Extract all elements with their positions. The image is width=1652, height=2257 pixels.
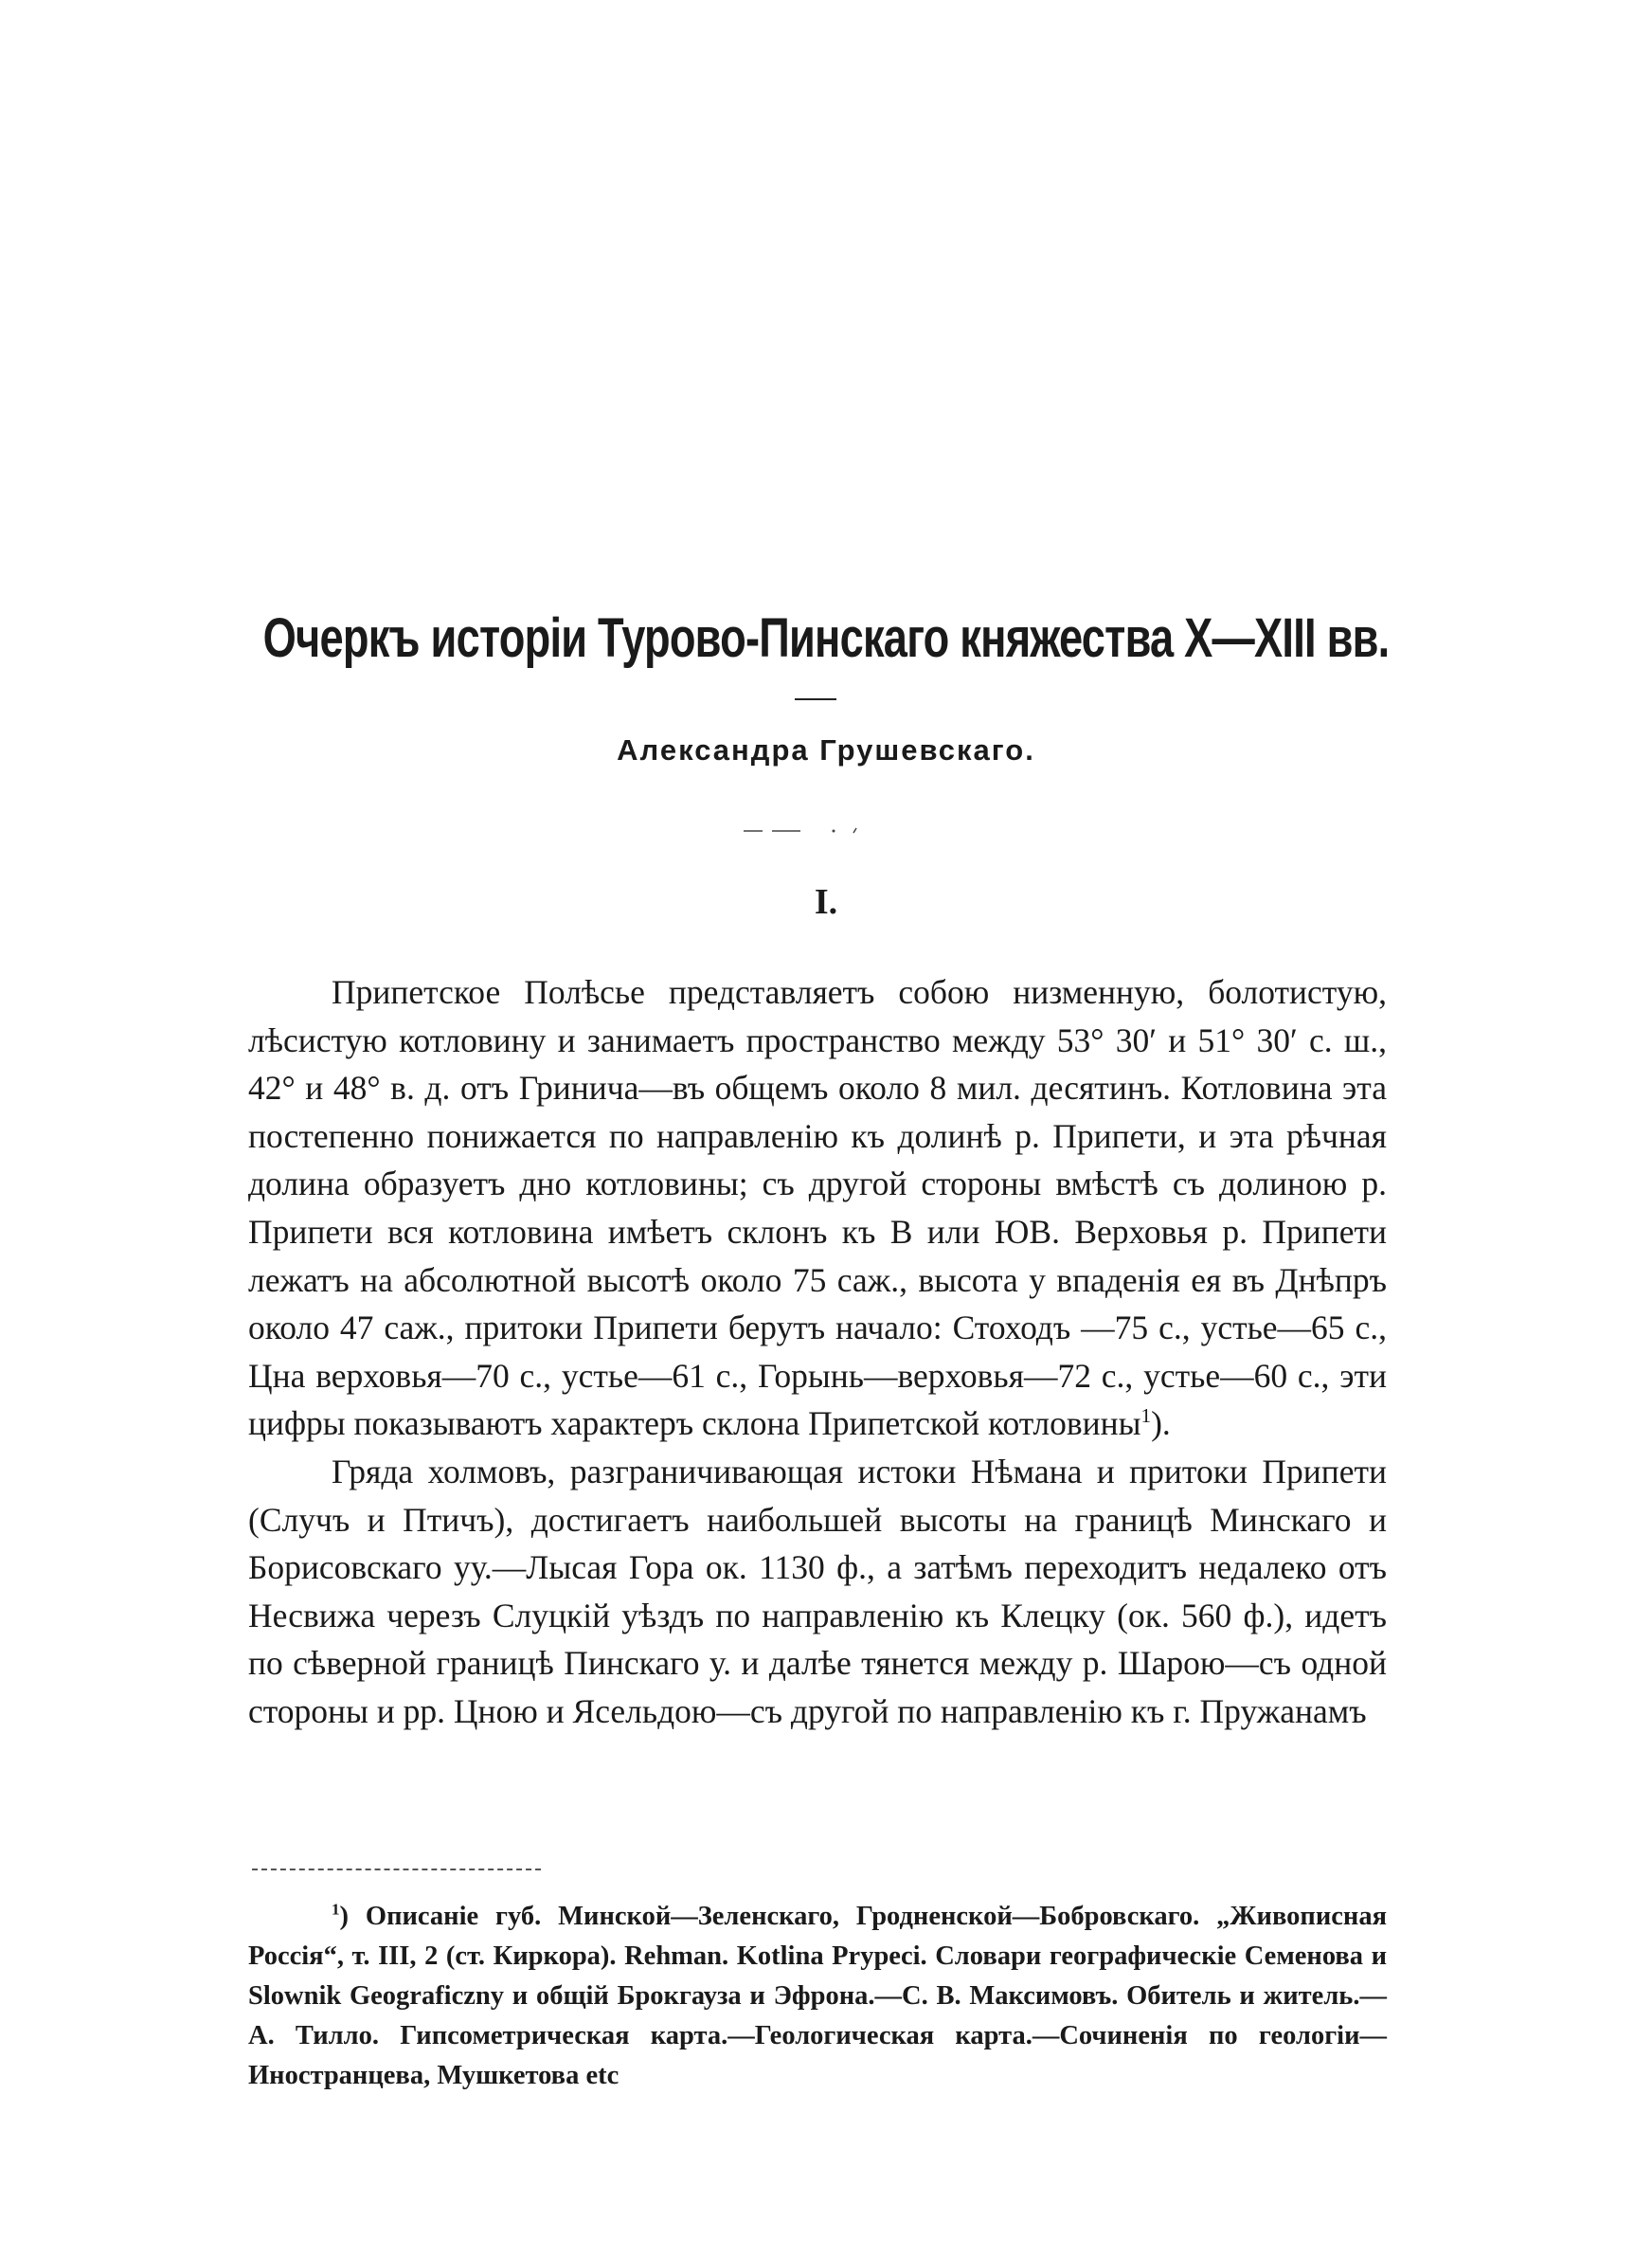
- paragraph: [248, 968, 1387, 1448]
- footnote: [248, 1897, 1387, 2096]
- footnote-ref-close: ): [1151, 1404, 1162, 1443]
- paragraph: [248, 1448, 1387, 1736]
- title-divider: [795, 698, 836, 700]
- ornament-divider: [744, 826, 905, 836]
- footnote-text: ) Описаніе губ. Минской—Зеленскаго, Гродненской—Бобровскаго. „Живописная Россія“, т. III, 2 (ст. Киркора). Rehman. Kotlina Prypeci. Словари географическіе Семенова и Slownik Geograficzny и общій Брокгауза и Эфрона.—С. В. Максимовъ. Обитель и житель.—А. Тилло. Гипсометрическая карта.—Геологическая карта.—Сочиненія по геологіи—Иностранцева, Мушкетова etc: [248, 1902, 1387, 2090]
- footnote-ref: 1: [1140, 1404, 1152, 1428]
- footnote-separator: [252, 1869, 541, 1870]
- paragraph-text: Гряда холмовъ, разграничивающая истоки Нѣмана и притоки Припети (Случъ и Птичъ), достигаетъ наибольшей высоты на границѣ Минскаго и Борисовскаго уу.—Лысая Гора ок. 1130 ф., а затѣмъ переходитъ недалеко отъ Несвижа черезъ Слуцкій уѣздъ по направленію къ Клецку (ок. 560 ф.), идетъ по сѣверной границѣ Пинскаго у. и далѣе тянется между р. Шарою—съ одной стороны и рр. Цною и Ясельдою—съ другой по направленію къ г. Пружанамъ: [248, 1452, 1387, 1730]
- article-title: Очеркъ исторіи Турово-Пинскаго княжества X—XIII вв.: [262, 607, 1390, 669]
- section-number: I.: [814, 882, 838, 922]
- article-body: [248, 968, 1387, 1736]
- paragraph-tail: .: [1161, 1404, 1171, 1443]
- footnote-marker: 1: [332, 1900, 340, 1919]
- author-line: Александра Грушевскаго.: [617, 733, 1035, 767]
- paragraph-text: Припетское Полѣсье представляетъ собою низменную, болотистую, лѣсистую котловину и занимаетъ пространство между 53° 30′ и 51° 30′ с. ш., 42° и 48° в. д. отъ Гринича—въ общемъ около 8 мил. десятинъ. Котловина эта постепенно понижается по направленію къ долинѣ р. Припети, и эта рѣчная долина образуетъ дно котловины; съ другой стороны вмѣстѣ съ долиною р. Припети вся котловина имѣетъ склонъ къ В или ЮВ. Верховья р. Припети лежатъ на абсолютной высотѣ около 75 саж., высота у впаденія ея въ Днѣпръ около 47 саж., притоки Припети берутъ начало: Стоходъ —75 с., устье—65 с., Цна верховья—70 с., устье—61 с., Горынь—верховья—72 с., устье—60 с., эти цифры показываютъ характеръ склона Припетской котловины: [248, 973, 1387, 1443]
